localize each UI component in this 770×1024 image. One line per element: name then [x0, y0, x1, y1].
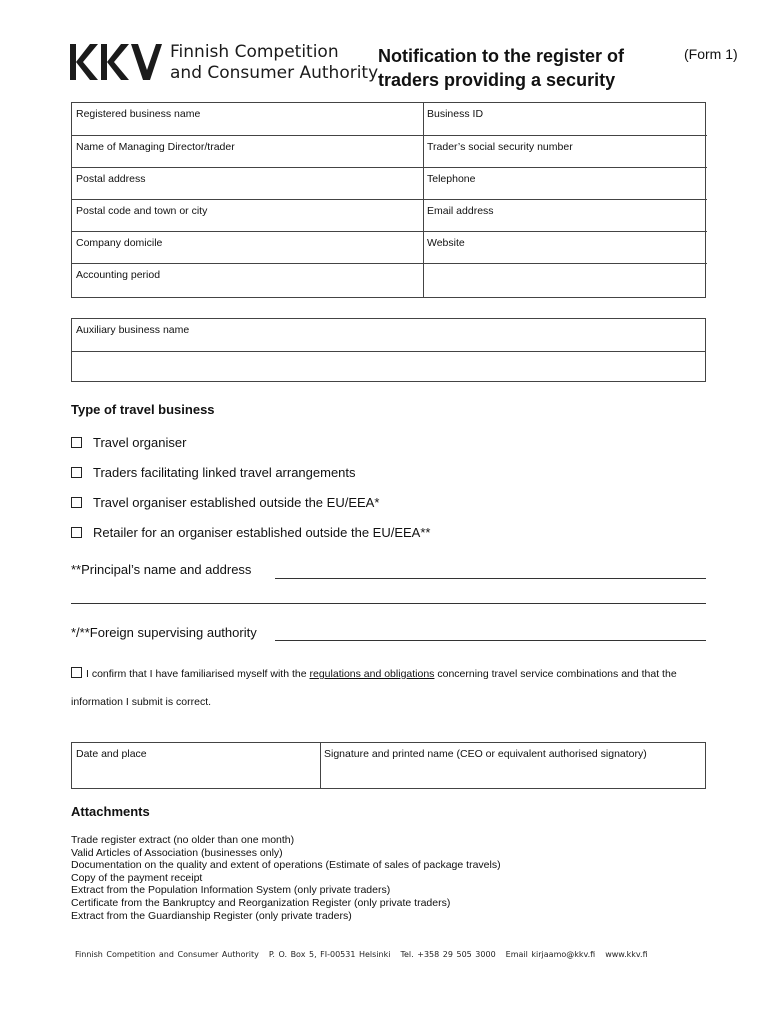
regulations-link[interactable]: regulations and obligations [309, 668, 435, 680]
list-item: Documentation on the quality and extent of operations (Estimate of sales of package travels) [71, 859, 501, 872]
telephone-field[interactable] [423, 167, 707, 199]
option-label: Travel organiser established outside the EU/EEA* [93, 494, 380, 510]
field-label: Postal code and town or city [76, 205, 208, 217]
registered-business-name-field[interactable] [72, 103, 423, 135]
option-linked-travel[interactable] [71, 464, 356, 480]
list-item: Certificate from the Bankruptcy and Reorganization Register (only private traders) [71, 896, 451, 909]
confirm-text-end: concerning travel service combinations and that the [434, 668, 677, 680]
principal-input-line[interactable] [275, 578, 706, 579]
website-field[interactable] [423, 231, 707, 263]
logo-text-line1: Finnish Competition [170, 42, 339, 62]
logo-text-line2: and Consumer Authority [170, 63, 379, 83]
title-line1: Notification to the register of [378, 46, 625, 66]
document-title [378, 44, 668, 92]
field-label: Date and place [76, 748, 147, 760]
form-number: (Form 1) [684, 46, 738, 62]
confirm-checkbox[interactable] [71, 667, 82, 678]
option-travel-organiser[interactable] [71, 434, 186, 450]
accounting-period-field[interactable] [72, 263, 423, 297]
page-footer [75, 950, 658, 959]
auxiliary-business-table [71, 318, 706, 382]
auxiliary-business-name-input[interactable] [72, 351, 705, 381]
business-info-table [71, 102, 706, 298]
kkv-logo-mark-icon [70, 44, 162, 80]
checkbox[interactable] [71, 437, 82, 448]
business-id-field[interactable] [423, 103, 707, 135]
principal-label: **Principal’s name and address [71, 562, 252, 577]
auxiliary-business-name-field[interactable] [72, 319, 705, 351]
field-label: Accounting period [76, 269, 161, 281]
list-item: Extract from the Guardianship Register (only private traders) [71, 909, 352, 922]
company-domicile-field[interactable] [72, 231, 423, 263]
field-label: Signature and printed name (CEO or equivalent authorised signatory) [324, 748, 647, 760]
option-label: Retailer for an organiser established outside the EU/EEA** [93, 524, 431, 540]
list-item: Trade register extract (no older than one month) [71, 834, 295, 846]
date-place-field[interactable] [72, 743, 320, 788]
foreign-authority-label: */**Foreign supervising authority [71, 625, 257, 640]
footer-org: Finnish Competition and Consumer Authority [75, 950, 259, 959]
field-label: Telephone [427, 173, 476, 185]
logo-wordmark [170, 42, 378, 84]
field-label: Company domicile [76, 237, 163, 249]
principal-input-line-2[interactable] [71, 603, 706, 604]
empty-cell[interactable] [423, 263, 707, 297]
option-retailer-outside-eu[interactable] [71, 524, 430, 540]
list-item: Copy of the payment receipt [71, 871, 203, 884]
checkbox[interactable] [71, 497, 82, 508]
attachments-list [71, 834, 501, 922]
list-item: Extract from the Population Information System (only private traders) [71, 884, 391, 897]
postal-code-town-field[interactable] [72, 199, 423, 231]
checkbox[interactable] [71, 467, 82, 478]
email-address-field[interactable] [423, 199, 707, 231]
confirm-text-line2: information I submit is correct. [71, 696, 212, 708]
title-line2: traders providing a security [378, 70, 616, 90]
social-security-number-field[interactable] [423, 135, 707, 167]
signature-field[interactable] [320, 743, 705, 788]
managing-director-field[interactable] [72, 135, 423, 167]
postal-address-field[interactable] [72, 167, 423, 199]
confirmation-statement [71, 667, 721, 708]
footer-phone: Tel. +358 29 505 3000 [400, 950, 496, 959]
option-label: Travel organiser [93, 434, 187, 450]
checkbox[interactable] [71, 527, 82, 538]
travel-business-title: Type of travel business [71, 402, 215, 417]
field-label: Business ID [427, 108, 484, 120]
field-label: Postal address [76, 173, 146, 185]
kkv-logo [70, 42, 379, 86]
footer-address: P. O. Box 5, FI-00531 Helsinki [268, 950, 391, 959]
signature-table [71, 742, 706, 789]
foreign-authority-input-line[interactable] [275, 640, 706, 641]
footer-web: www.kkv.fi [605, 950, 648, 959]
field-label: Website [427, 237, 465, 249]
field-label: Auxiliary business name [76, 324, 190, 336]
field-label: Email address [427, 205, 494, 217]
footer-email: Email kirjaamo@kkv.fi [505, 950, 596, 959]
list-item: Valid Articles of Association (businesses only) [71, 846, 283, 859]
field-label: Registered business name [76, 108, 201, 120]
field-label: Name of Managing Director/trader [76, 141, 235, 153]
confirm-text-start: I confirm that I have familiarised myself with the [86, 668, 310, 680]
attachments-title: Attachments [71, 804, 150, 819]
option-label: Traders facilitating linked travel arrangements [93, 464, 356, 480]
field-label: Trader’s social security number [427, 141, 573, 153]
option-organiser-outside-eu[interactable] [71, 494, 379, 510]
